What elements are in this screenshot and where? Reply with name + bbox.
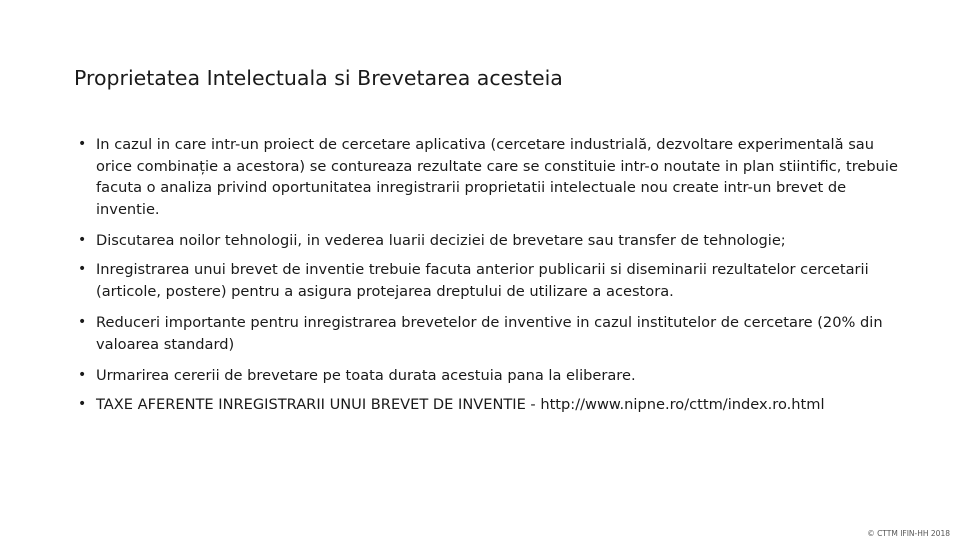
copyright-footer: © CTTM IFIN-HH 2018 <box>867 529 950 538</box>
bullet-text: Reduceri importante pentru inregistrarea brevetelor de inventive in cazul institutelor de cercetare (20% din valoarea standard) <box>96 314 883 353</box>
bullet-item <box>78 259 908 302</box>
bullet-dot-icon: • <box>78 395 87 412</box>
bullet-text: Urmarirea cererii de brevetare pe toata durata acestuia pana la eliberare. <box>96 367 636 385</box>
bullet-dot-icon: • <box>78 136 87 152</box>
bullet-dot-icon: • <box>78 314 87 331</box>
bullet-item <box>78 312 908 355</box>
bullet-item <box>78 230 908 252</box>
bullet-dot-icon: • <box>78 232 87 249</box>
bullet-item <box>78 134 908 220</box>
bullet-text: Discutarea noilor tehnologii, in vederea luarii deciziei de brevetare sau transfer de tehnologie; <box>96 232 786 250</box>
bullet-text: TAXE AFERENTE INREGISTRARII UNUI BREVET DE INVENTIE - http://www.nipne.ro/cttm/index.ro.html <box>96 395 825 413</box>
bullet-text: Inregistrarea unui brevet de inventie trebuie facuta anterior publicarii si diseminarii rezultatelor cercetarii (articole, postere) pentru a asigura protejarea dreptului de utilizare a acestora. <box>96 260 869 300</box>
slide-title: Proprietatea Intelectuala si Brevetarea acesteia <box>74 66 563 90</box>
bullet-item <box>78 394 908 416</box>
bullet-list <box>78 134 908 426</box>
bullet-text: In cazul in care intr-un proiect de cercetare aplicativa (cercetare industrială, dezvoltare experimentală sau orice combinație a acestora) se contureaza rezultate care se constituie intr-o noutate in plan stiintific, trebuie facuta o analiza privind oportunitatea inregistrarii proprietatii intelectuale nou create intr-un brevet de inventie. <box>96 136 898 218</box>
bullet-item <box>78 365 908 387</box>
bullet-dot-icon: • <box>78 367 87 384</box>
bullet-dot-icon: • <box>78 260 87 277</box>
